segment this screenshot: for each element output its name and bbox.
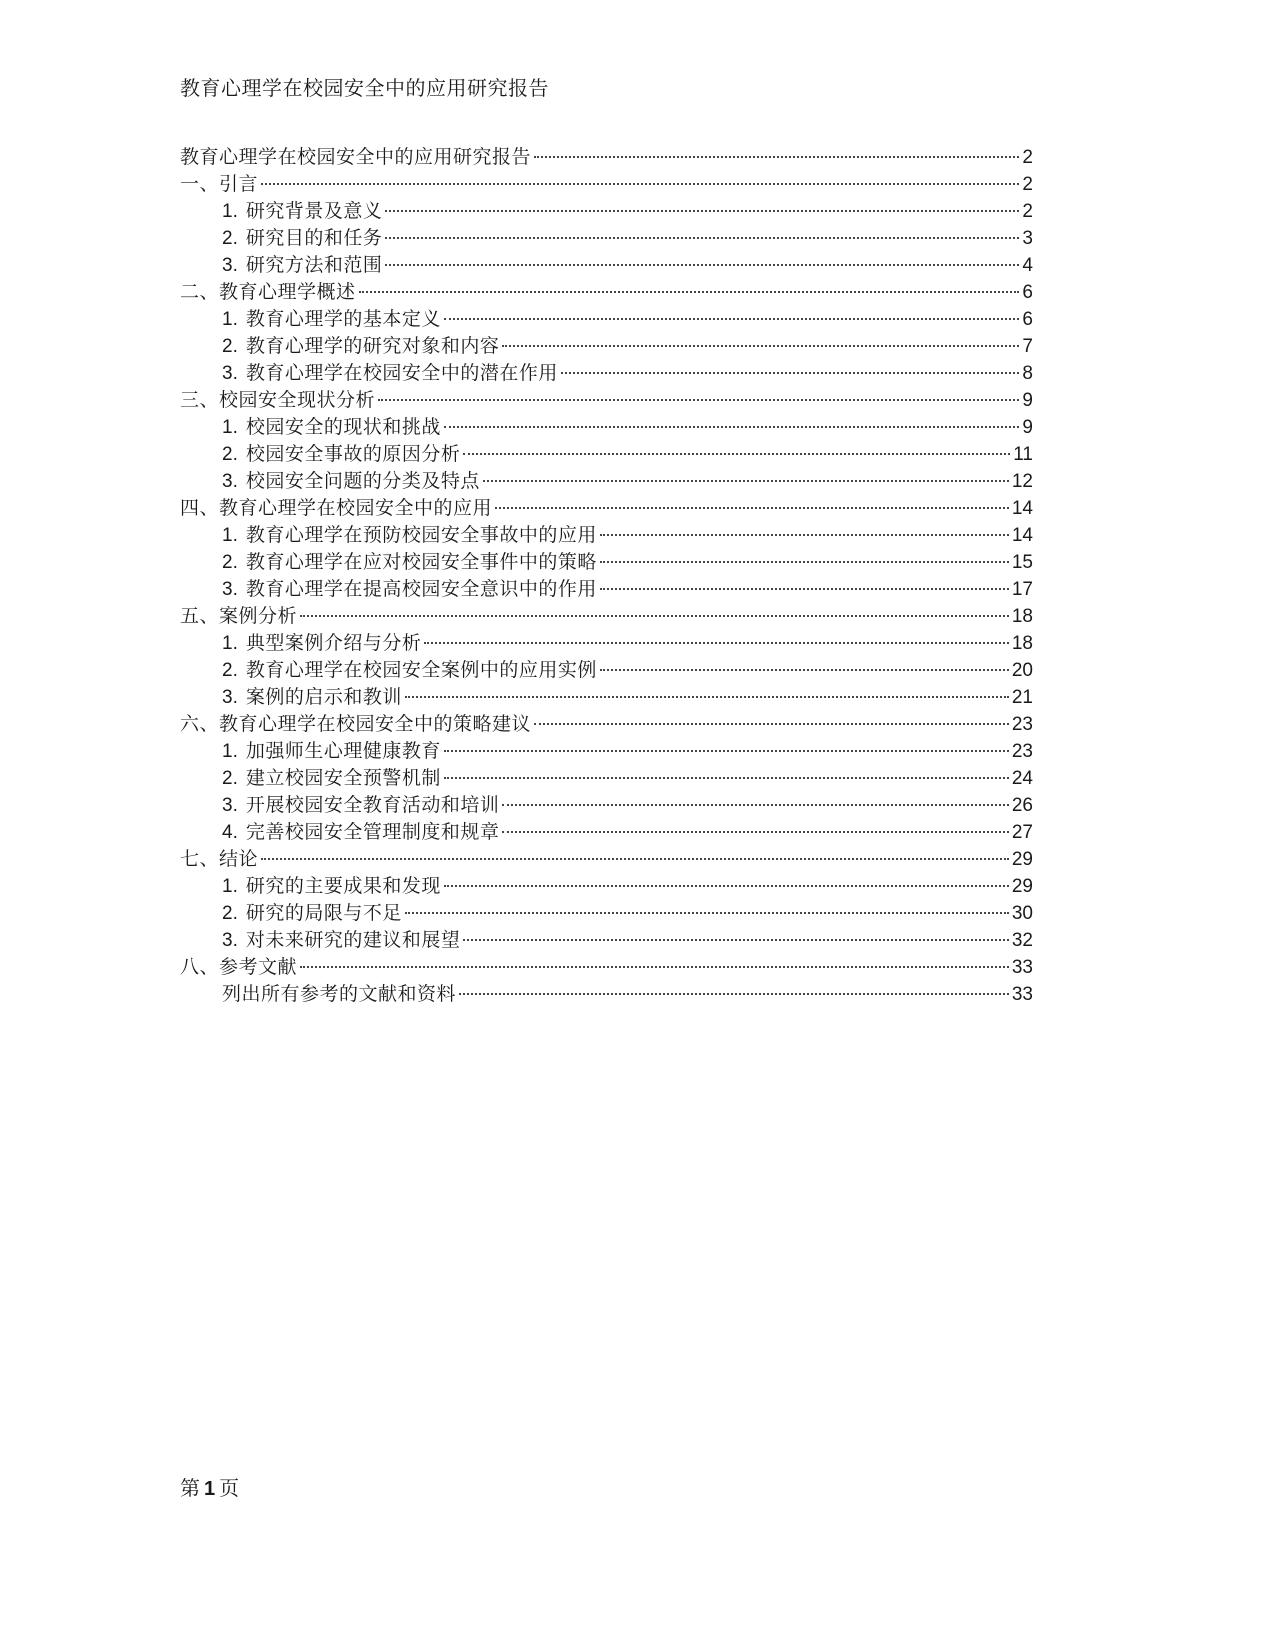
toc-entry-title: 研究的局限与不足 <box>245 902 402 924</box>
toc-dot-leader <box>424 642 1008 644</box>
toc-dot-leader <box>385 237 1019 239</box>
toc-entry[interactable] <box>180 684 1033 711</box>
toc-dot-leader <box>483 480 1009 482</box>
toc-entry-page: 21 <box>1011 687 1033 708</box>
toc-entry-title: 八、参考文献 <box>180 956 298 978</box>
toc-entry-title: 六、教育心理学在校园安全中的策略建议 <box>180 713 532 735</box>
toc-entry-title: 教育心理学在提高校园安全意识中的作用 <box>245 578 597 600</box>
toc-entry-title: 校园安全的现状和挑战 <box>245 416 441 438</box>
toc-entry[interactable] <box>180 819 1033 846</box>
toc-entry-title: 开展校园安全教育活动和培训 <box>245 794 500 816</box>
toc-entry[interactable] <box>180 360 1033 387</box>
toc-entry-title: 案例的启示和教训 <box>245 686 402 708</box>
toc-entry-number: 2. <box>222 228 238 249</box>
toc-dot-leader <box>463 939 1008 941</box>
toc-dot-leader <box>444 426 1020 428</box>
toc-dot-leader <box>405 696 1009 698</box>
toc-entry-title: 五、案例分析 <box>180 605 298 627</box>
toc-entry[interactable] <box>180 657 1033 684</box>
page-header-title: 教育心理学在校园安全中的应用研究报告 <box>180 76 549 100</box>
table-of-contents <box>180 144 1033 1008</box>
toc-entry-title: 一、引言 <box>180 173 259 195</box>
toc-entry-title: 教育心理学在应对校园安全事件中的策略 <box>245 551 597 573</box>
toc-entry-page: 20 <box>1011 660 1033 681</box>
toc-entry-page: 6 <box>1022 282 1033 303</box>
toc-entry-page: 33 <box>1011 984 1033 1005</box>
toc-entry-number: 3. <box>222 795 238 816</box>
toc-entry-title: 校园安全事故的原因分析 <box>245 443 461 465</box>
toc-entry-page: 9 <box>1022 417 1033 438</box>
toc-dot-leader <box>459 993 1009 995</box>
footer-suffix: 页 <box>219 1476 240 1500</box>
toc-entry[interactable] <box>180 954 1033 981</box>
footer-page-number: 1 <box>204 1478 216 1500</box>
toc-entry-number: 2. <box>222 768 238 789</box>
toc-dot-leader <box>261 183 1019 185</box>
toc-dot-leader <box>600 534 1009 536</box>
toc-entry-page: 2 <box>1022 147 1033 168</box>
toc-entry-title: 教育心理学的基本定义 <box>245 308 441 330</box>
toc-entry-title: 列出所有参考的文献和资料 <box>222 983 457 1005</box>
footer-prefix: 第 <box>180 1476 200 1500</box>
toc-entry-title: 二、教育心理学概述 <box>180 281 356 303</box>
toc-entry-number: 3. <box>222 930 238 951</box>
toc-dot-leader <box>405 912 1009 914</box>
toc-entry-title: 对未来研究的建议和展望 <box>245 929 461 951</box>
toc-entry-page: 4 <box>1022 255 1033 276</box>
toc-entry[interactable] <box>180 306 1033 333</box>
toc-entry-title: 校园安全问题的分类及特点 <box>245 470 480 492</box>
toc-entry[interactable] <box>180 603 1033 630</box>
toc-entry-title: 研究目的和任务 <box>245 227 383 249</box>
toc-entry-number: 4. <box>222 822 238 843</box>
toc-entry-page: 2 <box>1022 174 1033 195</box>
toc-entry-title: 研究背景及意义 <box>245 200 383 222</box>
page-footer <box>180 1472 239 1501</box>
toc-entry[interactable] <box>180 522 1033 549</box>
toc-entry[interactable] <box>180 144 1033 171</box>
toc-entry-number: 1. <box>222 525 238 546</box>
toc-entry-number: 2. <box>222 444 238 465</box>
toc-dot-leader <box>300 615 1009 617</box>
toc-entry[interactable] <box>180 171 1033 198</box>
toc-dot-leader <box>561 372 1020 374</box>
toc-entry-title: 教育心理学的研究对象和内容 <box>245 335 500 357</box>
toc-entry-page: 17 <box>1011 579 1033 600</box>
toc-dot-leader <box>444 885 1009 887</box>
toc-entry-page: 8 <box>1022 363 1033 384</box>
toc-entry[interactable] <box>180 900 1033 927</box>
toc-entry-page: 3 <box>1022 228 1033 249</box>
toc-entry-page: 14 <box>1011 498 1033 519</box>
toc-entry-page: 2 <box>1022 201 1033 222</box>
toc-entry[interactable] <box>180 333 1033 360</box>
toc-entry[interactable] <box>180 414 1033 441</box>
toc-entry[interactable] <box>180 873 1033 900</box>
toc-entry[interactable] <box>180 711 1033 738</box>
toc-entry-number: 3. <box>222 363 238 384</box>
toc-entry[interactable] <box>180 765 1033 792</box>
toc-entry[interactable] <box>180 252 1033 279</box>
toc-dot-leader <box>600 561 1009 563</box>
toc-dot-leader <box>385 264 1019 266</box>
toc-entry-number: 1. <box>222 633 238 654</box>
toc-entry-page: 15 <box>1011 552 1033 573</box>
toc-dot-leader <box>378 399 1019 401</box>
toc-dot-leader <box>444 750 1009 752</box>
toc-entry[interactable] <box>180 981 1033 1008</box>
toc-entry-page: 7 <box>1022 336 1033 357</box>
toc-dot-leader <box>600 588 1009 590</box>
toc-entry[interactable] <box>180 846 1033 873</box>
toc-entry-page: 18 <box>1011 633 1033 654</box>
toc-entry[interactable] <box>180 441 1033 468</box>
toc-entry-page: 12 <box>1011 471 1033 492</box>
toc-entry[interactable] <box>180 927 1033 954</box>
toc-dot-leader <box>495 507 1009 509</box>
toc-entry-title: 教育心理学在校园安全案例中的应用实例 <box>245 659 597 681</box>
toc-entry-page: 11 <box>1013 444 1033 465</box>
toc-entry[interactable] <box>180 387 1033 414</box>
toc-entry-title: 四、教育心理学在校园安全中的应用 <box>180 497 493 519</box>
toc-entry-page: 30 <box>1011 903 1033 924</box>
toc-dot-leader <box>534 156 1019 158</box>
toc-entry-page: 27 <box>1011 822 1033 843</box>
toc-dot-leader <box>600 669 1009 671</box>
toc-entry-title: 三、校园安全现状分析 <box>180 389 376 411</box>
toc-entry-page: 24 <box>1011 768 1033 789</box>
toc-entry-title: 典型案例介绍与分析 <box>245 632 422 654</box>
toc-dot-leader <box>300 966 1009 968</box>
toc-dot-leader <box>385 210 1019 212</box>
toc-entry[interactable] <box>180 468 1033 495</box>
toc-entry-title: 教育心理学在校园安全中的应用研究报告 <box>180 146 532 168</box>
toc-entry-number: 3. <box>222 687 238 708</box>
toc-entry[interactable] <box>180 630 1033 657</box>
toc-entry[interactable] <box>180 225 1033 252</box>
toc-entry-page: 6 <box>1022 309 1033 330</box>
toc-dot-leader <box>502 345 1019 347</box>
toc-entry-number: 2. <box>222 336 238 357</box>
toc-entry-title: 建立校园安全预警机制 <box>245 767 441 789</box>
toc-entry-title: 研究方法和范围 <box>245 254 383 276</box>
toc-entry-page: 26 <box>1011 795 1033 816</box>
toc-dot-leader <box>444 777 1009 779</box>
toc-entry-page: 9 <box>1022 390 1033 411</box>
toc-entry-page: 18 <box>1011 606 1033 627</box>
toc-entry-page: 23 <box>1011 741 1033 762</box>
toc-entry-number: 1. <box>222 876 238 897</box>
toc-entry-number: 2. <box>222 552 238 573</box>
toc-entry-number: 3. <box>222 471 238 492</box>
toc-entry-page: 29 <box>1011 876 1033 897</box>
toc-entry-title: 教育心理学在校园安全中的潜在作用 <box>245 362 558 384</box>
toc-entry-title: 教育心理学在预防校园安全事故中的应用 <box>245 524 597 546</box>
toc-entry-number: 3. <box>222 255 238 276</box>
toc-entry-number: 2. <box>222 660 238 681</box>
toc-entry-page: 23 <box>1011 714 1033 735</box>
toc-entry[interactable] <box>180 495 1033 522</box>
toc-dot-leader <box>359 291 1020 293</box>
toc-entry[interactable] <box>180 279 1033 306</box>
toc-dot-leader <box>502 804 1008 806</box>
toc-entry[interactable] <box>180 576 1033 603</box>
toc-entry-title: 完善校园安全管理制度和规章 <box>245 821 500 843</box>
toc-entry-page: 33 <box>1011 957 1033 978</box>
toc-dot-leader <box>534 723 1009 725</box>
toc-entry-number: 1. <box>222 201 238 222</box>
toc-entry[interactable] <box>180 738 1033 765</box>
toc-entry-number: 2. <box>222 903 238 924</box>
toc-entry-title: 七、结论 <box>180 848 259 870</box>
toc-dot-leader <box>463 453 1010 455</box>
toc-dot-leader <box>261 858 1009 860</box>
toc-entry-number: 1. <box>222 741 238 762</box>
toc-entry[interactable] <box>180 198 1033 225</box>
toc-entry-page: 32 <box>1011 930 1033 951</box>
toc-entry[interactable] <box>180 549 1033 576</box>
toc-dot-leader <box>502 831 1008 833</box>
toc-entry-number: 1. <box>222 309 238 330</box>
toc-entry-number: 1. <box>222 417 238 438</box>
toc-entry-page: 14 <box>1011 525 1033 546</box>
toc-entry-page: 29 <box>1011 849 1033 870</box>
toc-dot-leader <box>444 318 1020 320</box>
toc-entry-title: 研究的主要成果和发现 <box>245 875 441 897</box>
toc-entry[interactable] <box>180 792 1033 819</box>
toc-entry-number: 3. <box>222 579 238 600</box>
toc-entry-title: 加强师生心理健康教育 <box>245 740 441 762</box>
